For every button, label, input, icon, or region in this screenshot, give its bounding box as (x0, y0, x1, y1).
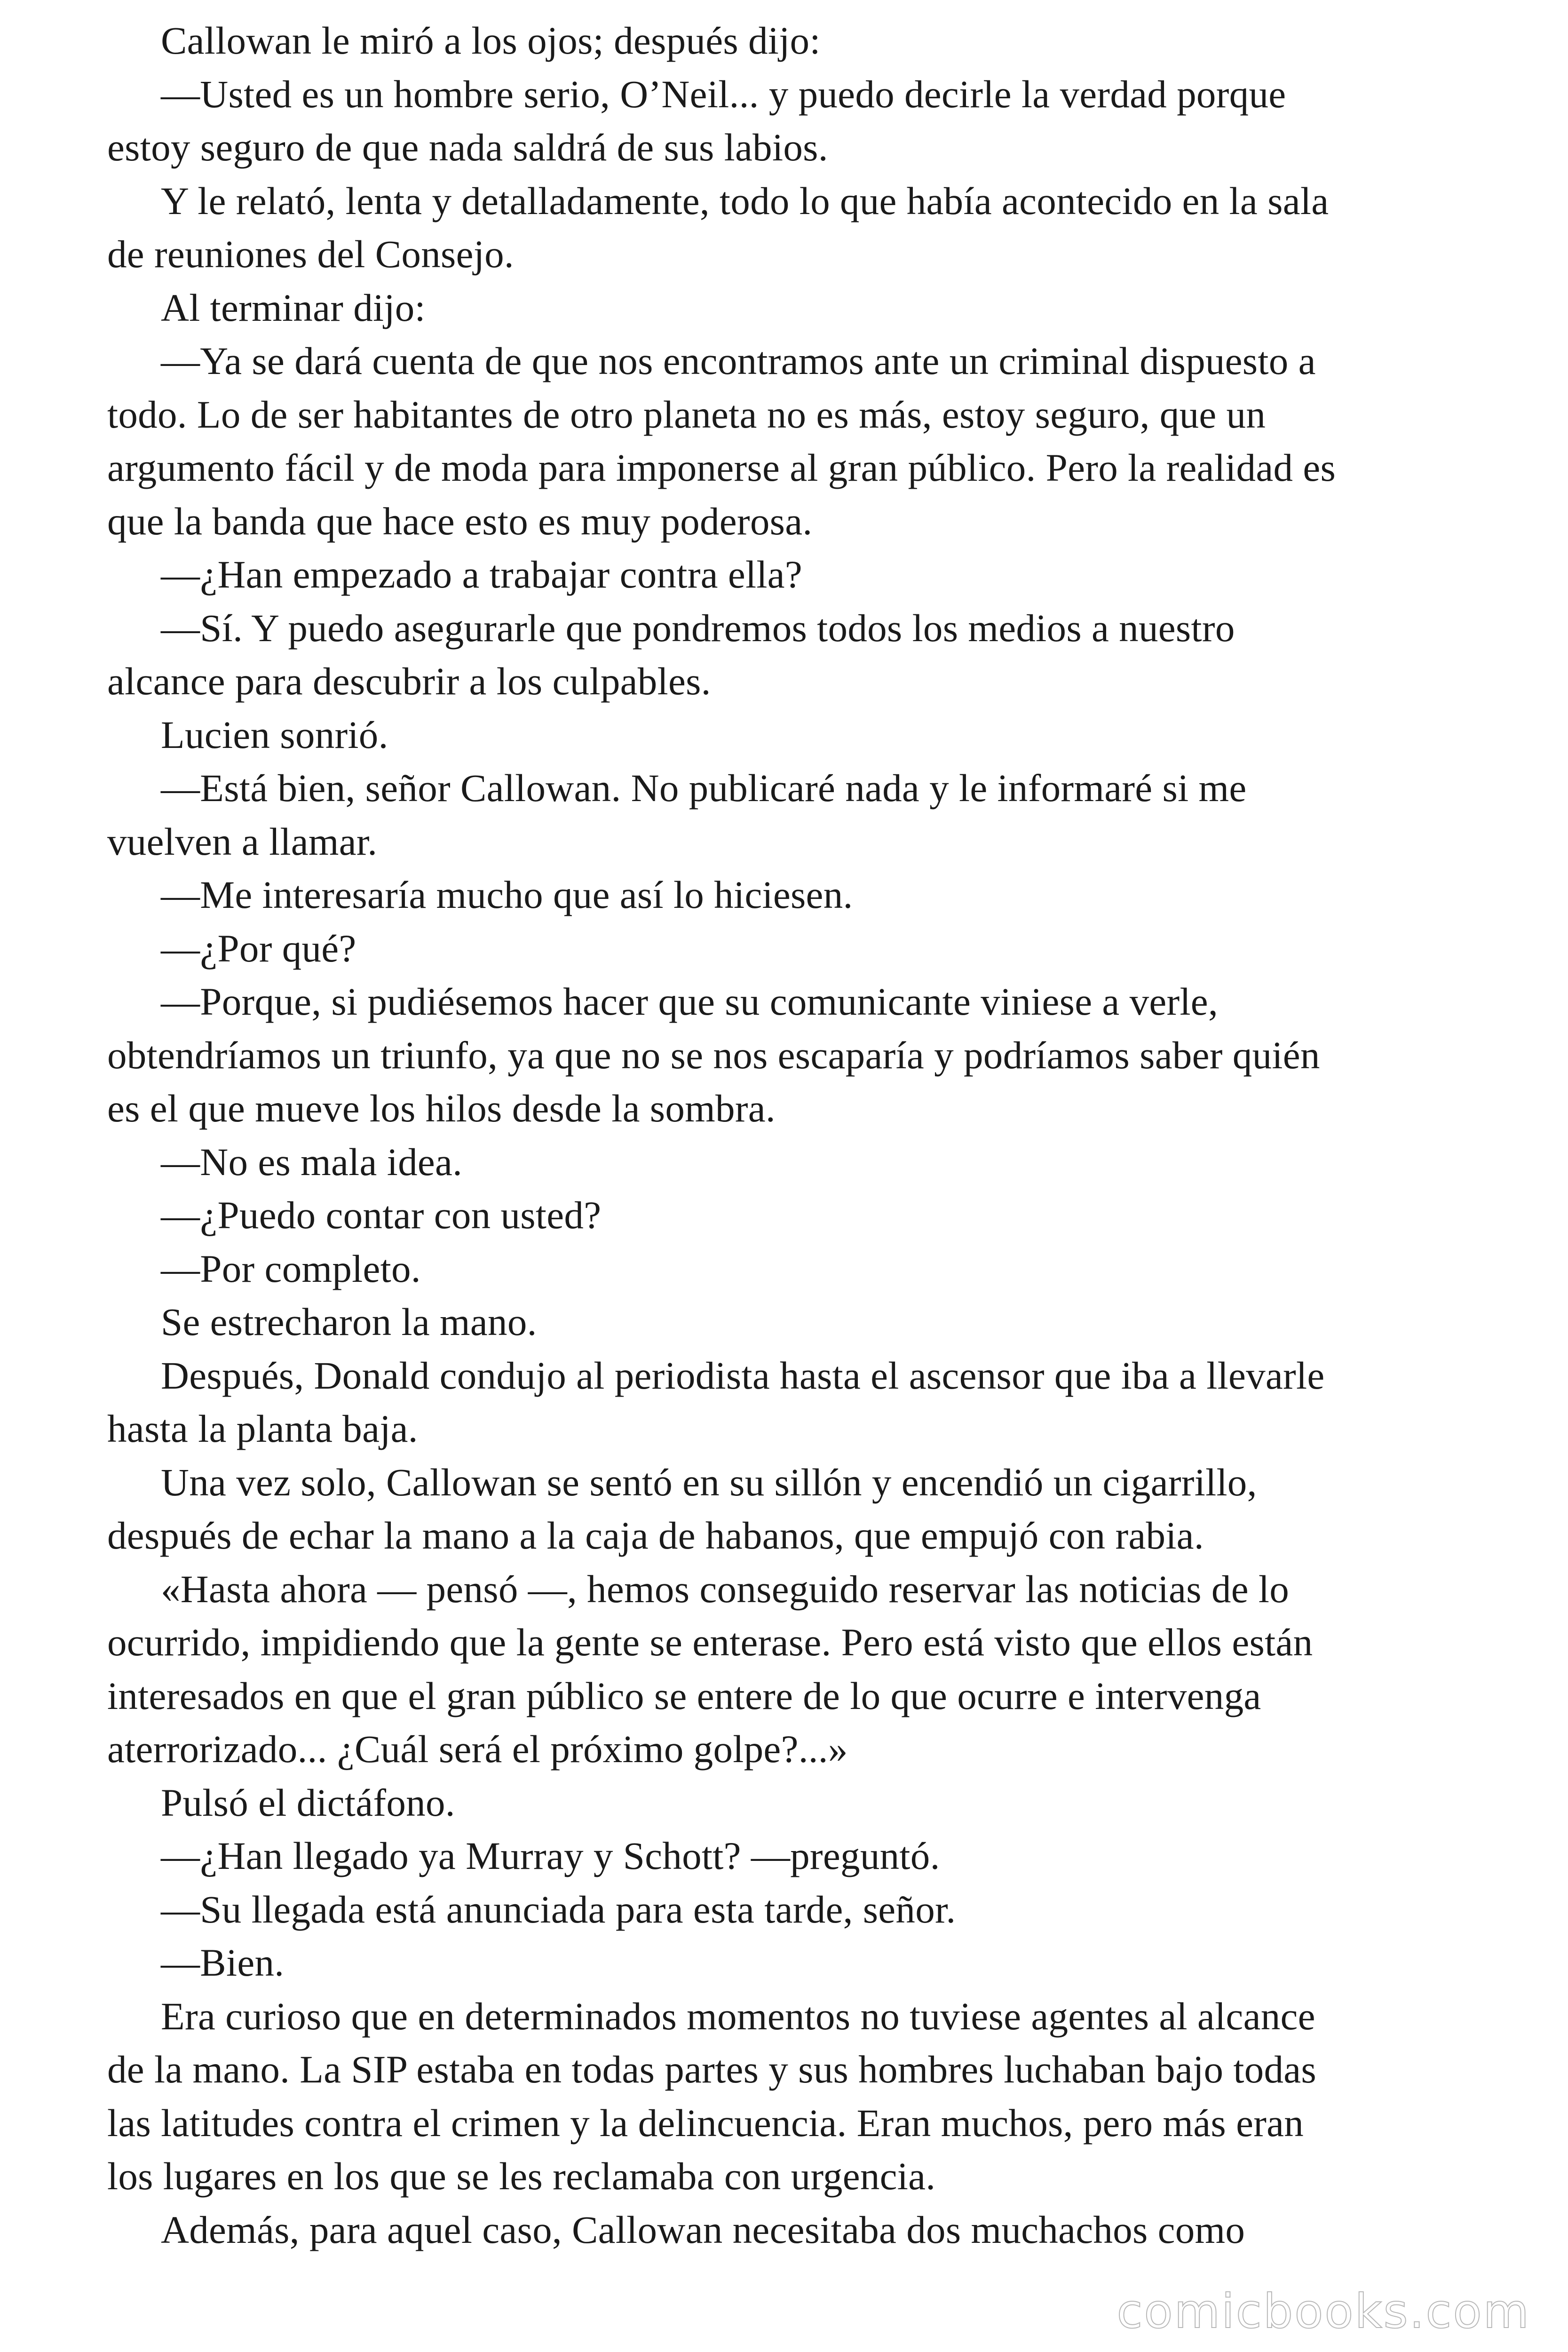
paragraph: —No es mala idea. (161, 1140, 463, 1184)
paragraph: —¿Han llegado ya Murray y Schott? —preguntó. (161, 1834, 940, 1877)
watermark: comicbooks.com (1117, 2284, 1530, 2339)
paragraph: —¿Puedo contar con usted? (161, 1193, 602, 1237)
paragraph: —¿Por qué? (161, 926, 356, 970)
paragraph: Se estrecharon la mano. (161, 1300, 537, 1343)
paragraph: Además, para aquel caso, Callowan necesitaba dos muchachos como (161, 2208, 1245, 2251)
paragraph: —Bien. (161, 1941, 285, 1984)
paragraph: Después, Donald condujo al periodista hasta el ascensor que iba a llevarle hasta la planta baja. (107, 1353, 1325, 1450)
paragraph: —Por completo. (161, 1247, 421, 1290)
paragraph: —Su llegada está anunciada para esta tarde, señor. (161, 1887, 956, 1931)
paragraph: Al terminar dijo: (161, 286, 426, 329)
paragraph: Lucien sonrió. (161, 713, 388, 756)
paragraph: Y le relató, lenta y detalladamente, todo lo que había acontecido en la sala de reuniones del Consejo. (107, 179, 1329, 276)
paragraph: Pulsó el dictáfono. (161, 1780, 455, 1824)
paragraph: —Usted es un hombre serio, O’Neil... y puedo decirle la verdad porque estoy seguro de que nada saldrá de sus labios. (107, 72, 1286, 169)
paragraph: —Porque, si pudiésemos hacer que su comunicante viniese a verle, obtendríamos un triunfo, ya que no se nos escaparía y podríamos saber quién es el que mueve los hilos desde la sombra. (107, 980, 1320, 1130)
paragraph: —Me interesaría mucho que así lo hiciesen. (161, 873, 853, 916)
paragraph: Callowan le miró a los ojos; después dijo: (161, 19, 821, 62)
paragraph: Una vez solo, Callowan se sentó en su sillón y encendió un cigarrillo, después de echar la mano a la caja de habanos, que empujó con rabia. (107, 1460, 1257, 1557)
paragraph: —Está bien, señor Callowan. No publicaré nada y le informaré si me vuelven a llamar. (107, 766, 1247, 863)
page-body (107, 14, 1461, 2257)
paragraph: —¿Han empezado a trabajar contra ella? (161, 553, 802, 596)
paragraph: Era curioso que en determinados momentos no tuviese agentes al alcance de la mano. La SIP estaba en todas partes y sus hombres luchaban bajo todas las latitudes contra el crimen y la delincuencia. Eran muchos, pero más eran los lugares en los que se les reclamaba con urgencia. (107, 1994, 1317, 2198)
paragraph: —Ya se dará cuenta de que nos encontramos ante un criminal dispuesto a todo. Lo de ser habitantes de otro planeta no es más, estoy seguro, que un argumento fácil y de moda para imponerse al gran público. Pero la realidad es que la banda que hace esto es muy poderosa. (107, 339, 1336, 543)
paragraph: —Sí. Y puedo asegurarle que pondremos todos los medios a nuestro alcance para descubrir a los culpables. (107, 606, 1235, 703)
paragraph: «Hasta ahora — pensó —, hemos conseguido reservar las noticias de lo ocurrido, impidiendo que la gente se enterase. Pero está visto que ellos están interesados en que el gran público se entere de lo que ocurre e intervenga aterrorizado... ¿Cuál será el próximo golpe?...» (107, 1567, 1313, 1771)
